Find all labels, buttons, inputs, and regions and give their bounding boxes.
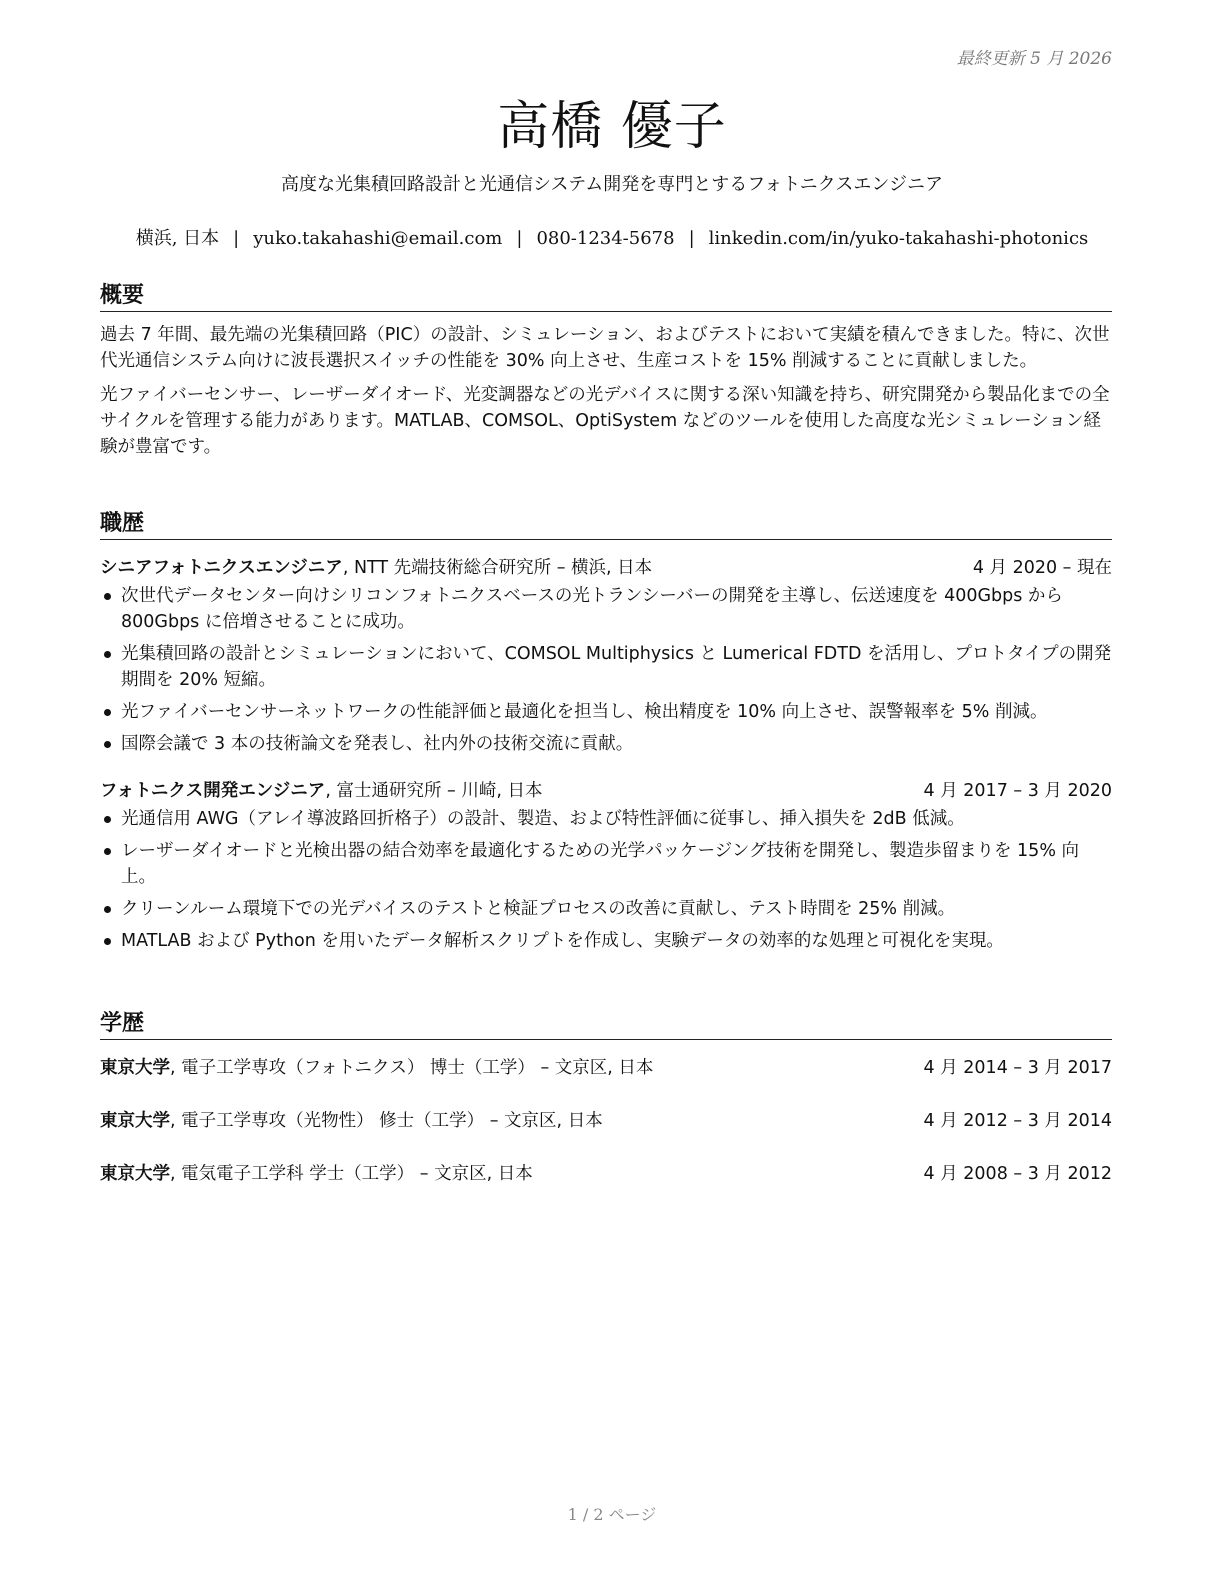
education-dates: 4 月 2012 – 3 月 2014 — [923, 1111, 1112, 1131]
page-number: 1 / 2 ページ — [567, 1505, 657, 1524]
tagline: 高度な光集積回路設計と光通信システム開発を専門とするフォトニクスエンジニア — [281, 174, 943, 195]
education-school: 東京大学 — [100, 1058, 170, 1078]
education-dates: 4 月 2014 – 3 月 2017 — [923, 1058, 1112, 1078]
contact-location: 横浜, 日本 — [135, 228, 220, 249]
job-title-line — [100, 554, 652, 579]
experience-section — [100, 506, 1112, 960]
candidate-name: 高橋 優子 — [497, 97, 727, 157]
education-entry — [100, 1107, 1112, 1132]
summary-paragraph: 光ファイバーセンサー、レーザーダイオード、光変調器などの光デバイスに関する深い知識を持ち、研究開発から製品化までの全サイクルを管理する能力があります。MATLAB、COMSOL、OptiSystem などのツールを使用した高度な光シミュレーション経験が豊富です。 — [100, 385, 1110, 457]
education-degree-line — [100, 1160, 533, 1185]
contact-phone: 080-1234-5678 — [536, 228, 675, 249]
education-detail: , 電子工学専攻（フォトニクス） 博士（工学） – 文京区, 日本 — [170, 1058, 654, 1078]
contact-separator: | — [516, 228, 523, 249]
list-item: MATLAB および Python を用いたデータ解析スクリプトを作成し、実験データの効率的な処理と可視化を実現。 — [100, 928, 1112, 954]
job-dates: 4 月 2017 – 3 月 2020 — [923, 781, 1112, 801]
list-item: 国際会議で 3 本の技術論文を発表し、社内外の技術交流に貢献。 — [100, 731, 1112, 757]
education-section — [100, 1006, 1112, 1185]
education-degree-line — [100, 1107, 603, 1132]
contact-separator: | — [233, 228, 240, 249]
job-org: , 富士通研究所 – 川崎, 日本 — [325, 781, 543, 801]
job-title: フォトニクス開発エンジニア — [100, 781, 326, 801]
job-title-line — [100, 777, 542, 802]
job-title: シニアフォトニクスエンジニア — [100, 558, 343, 578]
job-bullets — [100, 806, 1112, 954]
job-entry — [100, 777, 1112, 954]
list-item: 光ファイバーセンサーネットワークの性能評価と最適化を担当し、検出精度を 10% 向上させ、誤警報率を 5% 削減。 — [100, 699, 1112, 725]
job-header — [100, 777, 1112, 802]
list-item: 次世代データセンター向けシリコンフォトニクスベースの光トランシーバーの開発を主導し、伝送速度を 400Gbps から 800Gbps に倍増させることに成功。 — [100, 583, 1112, 635]
section-title-experience: 職歴 — [100, 506, 1112, 540]
summary-paragraph: 過去 7 年間、最先端の光集積回路（PIC）の設計、シミュレーション、およびテストにおいて実績を積んできました。特に、次世代光通信システム向けに波長選択スイッチの性能を 30% 向上させ、生産コストを 15% 削減することに貢献しました。 — [100, 325, 1110, 371]
education-dates: 4 月 2008 – 3 月 2012 — [923, 1164, 1112, 1184]
education-entry — [100, 1054, 1112, 1079]
education-degree-line — [100, 1054, 653, 1079]
list-item: 光通信用 AWG（アレイ導波路回折格子）の設計、製造、および特性評価に従事し、挿入損失を 2dB 低減。 — [100, 806, 1112, 832]
education-entry — [100, 1160, 1112, 1185]
list-item: レーザーダイオードと光検出器の結合効率を最適化するための光学パッケージング技術を開発し、製造歩留まりを 15% 向上。 — [100, 838, 1112, 890]
education-detail: , 電気電子工学科 学士（工学） – 文京区, 日本 — [170, 1164, 533, 1184]
job-header — [100, 554, 1112, 579]
summary-section — [100, 278, 1112, 460]
job-dates: 4 月 2020 – 現在 — [972, 558, 1112, 578]
job-bullets — [100, 583, 1112, 757]
contact-linkedin-link[interactable]: linkedin.com/in/yuko-takahashi-photonics — [708, 228, 1089, 249]
list-item: クリーンルーム環境下での光デバイスのテストと検証プロセスの改善に貢献し、テスト時間を 25% 削減。 — [100, 896, 1112, 922]
contact-email-link[interactable]: yuko.takahashi@email.com — [253, 228, 503, 249]
list-item: 光集積回路の設計とシミュレーションにおいて、COMSOL Multiphysics と Lumerical FDTD を活用し、プロトタイプの開発期間を 20% 短縮。 — [100, 641, 1112, 693]
education-school: 東京大学 — [100, 1111, 170, 1131]
job-org: , NTT 先端技術総合研究所 – 横浜, 日本 — [342, 558, 653, 578]
contact-line — [0, 224, 1224, 250]
job-entry — [100, 554, 1112, 757]
contact-separator: | — [688, 228, 695, 249]
education-school: 東京大学 — [100, 1164, 170, 1184]
education-detail: , 電子工学専攻（光物性） 修士（工学） – 文京区, 日本 — [170, 1111, 603, 1131]
last-updated: 最終更新 5 月 2026 — [956, 49, 1112, 69]
section-title-summary: 概要 — [100, 278, 1112, 312]
section-title-education: 学歴 — [100, 1006, 1112, 1040]
